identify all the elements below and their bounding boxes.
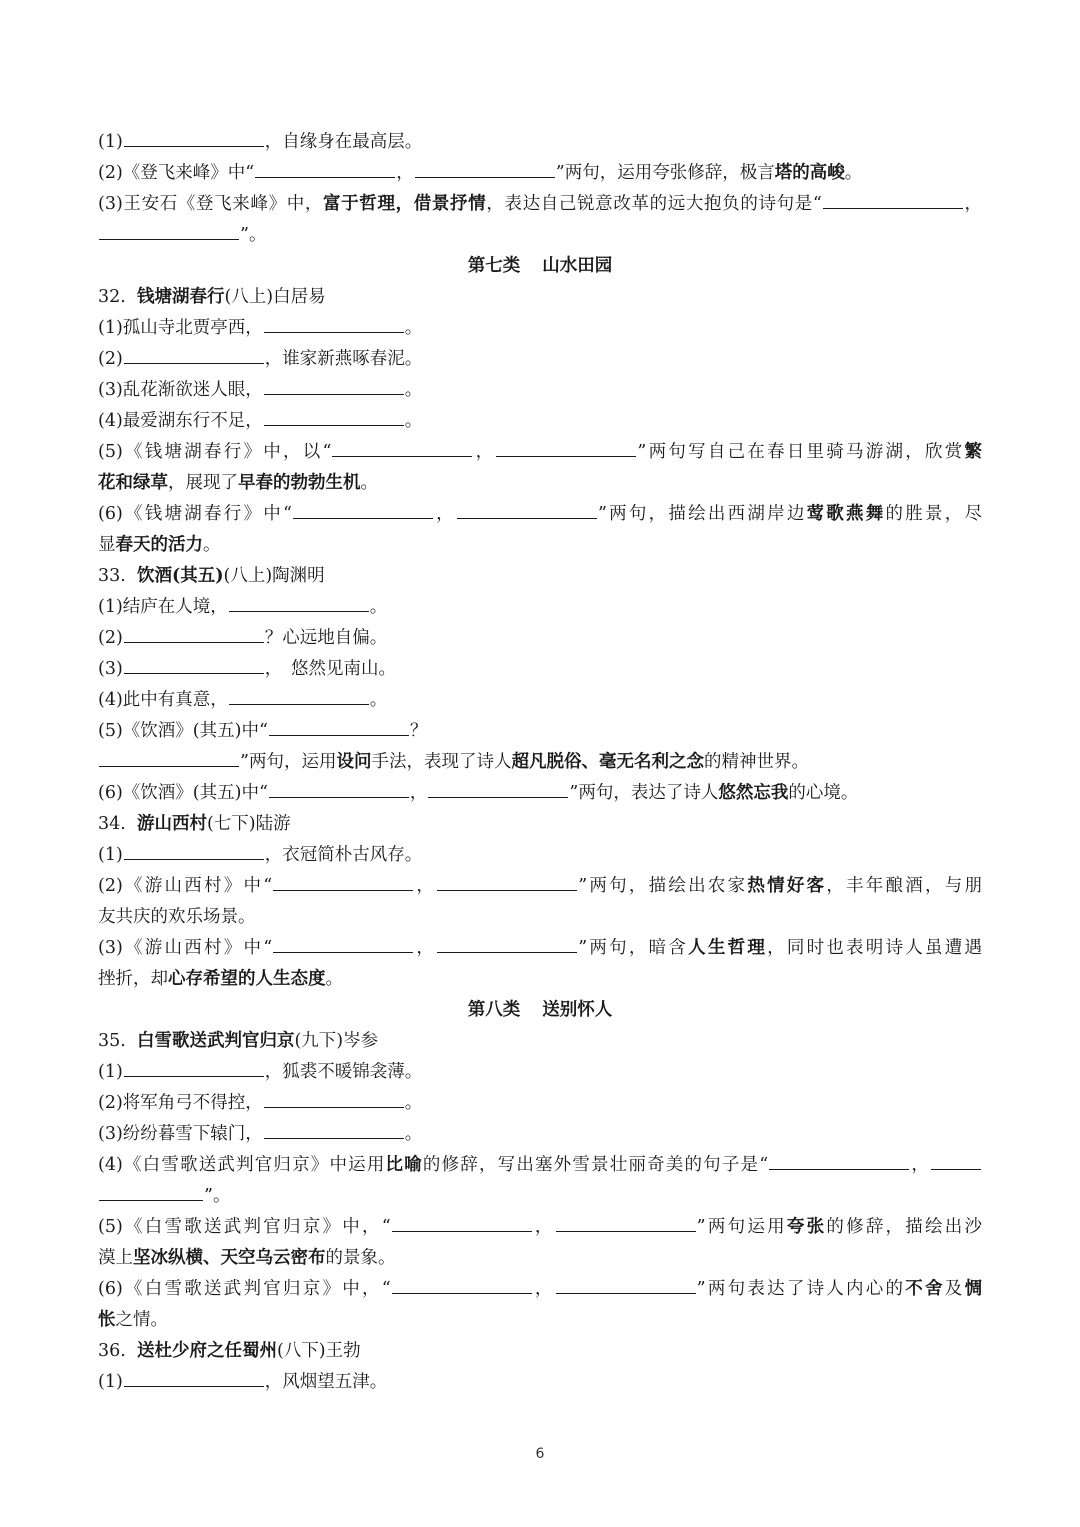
question-line [98, 933, 982, 964]
question-text: 。 [369, 690, 388, 710]
question-text: ”两句，运用夸张修辞，极言 [555, 163, 775, 183]
question-text: 。 [360, 473, 378, 493]
question-text: 的修辞，描绘出沙 [826, 1217, 982, 1237]
question-text: ， [396, 163, 414, 183]
section-heading-number: 第八类 [467, 1000, 521, 1020]
question-line [98, 1367, 982, 1398]
question-text: ， [473, 442, 496, 462]
page-number: 6 [535, 1446, 545, 1462]
question-text: (2)《游山西村》中“ [98, 876, 273, 896]
emphasis-text: 设问 [336, 752, 372, 772]
question-text: 的心境。 [788, 783, 859, 803]
question-line [98, 623, 982, 654]
question-line [98, 468, 982, 499]
question-text: 。 [369, 597, 388, 617]
section-heading [98, 995, 982, 1026]
poem-title [98, 282, 982, 313]
poem-title [98, 1026, 982, 1057]
question-text: ”。 [240, 225, 267, 245]
question-text: 。 [325, 969, 343, 989]
question-text: (1) [98, 1372, 123, 1392]
question-text: ，同时也表明诗人虽遭遇 [767, 938, 982, 958]
question-line [98, 654, 982, 685]
question-text: (4)最爱湖东行不足， [98, 411, 263, 431]
question-text: (1)结庐在人境， [98, 597, 228, 617]
answer-blank [124, 641, 264, 643]
question-line [98, 189, 982, 220]
question-line [98, 127, 982, 158]
answer-blank [437, 889, 577, 891]
question-line [98, 778, 982, 809]
question-text: 。 [844, 163, 863, 183]
question-text: (1) [98, 1062, 123, 1082]
emphasis-text: 夸张 [786, 1217, 827, 1237]
question-text: (1) [98, 845, 123, 865]
question-text: ，丰年酿酒，与朋 [826, 876, 982, 896]
emphasis-text: 人生哲理 [688, 938, 768, 958]
poem-number: 34. [98, 814, 137, 834]
question-text: 挫折，却 [98, 969, 168, 989]
emphasis-text: 坚冰纵横、天空乌云密布 [133, 1248, 326, 1268]
question-text: (5)《钱塘湖春行》中，以“ [98, 442, 332, 462]
question-text: 。 [203, 535, 221, 555]
question-line [98, 871, 982, 902]
question-line [98, 375, 982, 406]
question-text: ”两句，描绘出西湖岸边 [597, 504, 807, 524]
poem-number: 35. [98, 1031, 137, 1051]
question-line [98, 437, 982, 468]
question-line [98, 1243, 982, 1274]
answer-blank [428, 796, 568, 798]
question-text: ？ [409, 721, 428, 741]
emphasis-text: 悠然忘我 [718, 783, 789, 803]
question-text: ”两句，运用 [240, 752, 337, 772]
question-text: (5)《饮酒》(其五)中“ [98, 721, 268, 741]
emphasis-text: 塔的高峻 [774, 163, 845, 183]
question-text: (1) [98, 132, 123, 152]
answer-blank [269, 796, 409, 798]
section-heading-number: 第七类 [467, 256, 521, 276]
answer-blank [264, 393, 404, 395]
answer-blank [392, 1292, 532, 1294]
question-line [98, 902, 982, 933]
answer-blank [124, 1385, 264, 1387]
question-text: ， [532, 1279, 555, 1299]
question-text: ， [532, 1217, 555, 1237]
question-line [98, 344, 982, 375]
question-line [98, 499, 982, 530]
question-line [98, 1057, 982, 1088]
section-heading [98, 251, 982, 282]
question-text: ”两句写自己在春日里骑马游湖，欣赏 [637, 442, 965, 462]
poem-source: (八上)白居易 [224, 287, 326, 307]
question-line [98, 964, 982, 995]
answer-blank [269, 734, 409, 736]
question-text: (3) [98, 659, 123, 679]
question-text: 的胜景，尽 [885, 504, 982, 524]
question-text: (5)《白雪歌送武判官归京》中，“ [98, 1217, 391, 1237]
question-text: ，衣冠简朴古风存。 [264, 845, 423, 865]
question-text: ，表达自己锐意改革的远大抱负的诗句是“ [486, 194, 822, 214]
question-text: 。 [404, 1093, 423, 1113]
answer-blank [99, 238, 239, 240]
question-line [98, 158, 982, 189]
answer-blank [556, 1292, 696, 1294]
answer-blank [273, 951, 413, 953]
question-text: 手法，表现了诗人 [371, 752, 512, 772]
answer-blank [124, 672, 264, 674]
question-text: 漠上 [98, 1248, 133, 1268]
answer-blank [264, 424, 404, 426]
answer-blank [332, 455, 472, 457]
answer-blank [124, 858, 264, 860]
answer-blank [415, 176, 555, 178]
question-text: (2)《登飞来峰》中“ [98, 163, 255, 183]
question-line [98, 1181, 982, 1212]
emphasis-text: 怅 [98, 1310, 116, 1330]
question-text: (2) [98, 628, 123, 648]
question-text: 的修辞，写出塞外雪景壮丽奇美的句子是“ [422, 1155, 769, 1175]
answer-blank [293, 517, 433, 519]
emphasis-text: 热情好客 [747, 876, 827, 896]
question-text: ，风烟望五津。 [264, 1372, 388, 1392]
emphasis-text: 惆 [964, 1279, 982, 1299]
answer-blank [769, 1168, 909, 1170]
question-text: ”两句表达了诗人内心的 [696, 1279, 906, 1299]
emphasis-text: 超凡脱俗、毫无名利之念 [511, 752, 704, 772]
question-line [98, 840, 982, 871]
emphasis-text: 比喻 [385, 1155, 423, 1175]
answer-blank [229, 703, 369, 705]
answer-blank [255, 176, 395, 178]
question-line [98, 1274, 982, 1305]
question-text: (3)乱花渐欲迷人眼， [98, 380, 263, 400]
answer-blank [264, 331, 404, 333]
emphasis-text: 富于哲理，借景抒情 [323, 194, 487, 214]
question-line [98, 747, 982, 778]
question-text: ，狐裘不暖锦衾薄。 [264, 1062, 423, 1082]
question-text: (2)将军角弓不得控， [98, 1093, 263, 1113]
poem-number: 33. [98, 566, 137, 586]
question-line [98, 592, 982, 623]
question-line [98, 685, 982, 716]
emphasis-text: 早春的勃勃生机 [238, 473, 361, 493]
question-text: 显 [98, 535, 116, 555]
question-text: ， [414, 876, 437, 896]
question-line [98, 313, 982, 344]
question-text: 的景象。 [325, 1248, 396, 1268]
answer-blank [457, 517, 597, 519]
answer-blank [556, 1230, 696, 1232]
question-text: 。 [404, 318, 423, 338]
answer-blank [124, 145, 264, 147]
question-text: ，谁家新燕啄春泥。 [264, 349, 423, 369]
question-text: ， [433, 504, 456, 524]
answer-blank [392, 1230, 532, 1232]
question-text: ”两句，暗含 [578, 938, 689, 958]
question-text: 的精神世界。 [703, 752, 809, 772]
question-text: 。 [404, 1124, 423, 1144]
poem-number: 32. [98, 287, 137, 307]
poem-source: (八上)陶渊明 [223, 566, 325, 586]
question-text: (2) [98, 349, 123, 369]
question-line [98, 406, 982, 437]
question-text: (1)孤山寺北贾亭西， [98, 318, 263, 338]
poem-title [98, 561, 982, 592]
question-text: ，展现了 [168, 473, 238, 493]
poem-name: 白雪歌送武判官归京 [136, 1031, 295, 1051]
poem-title [98, 1336, 982, 1367]
question-line [98, 1212, 982, 1243]
question-text: 友共庆的欢乐场景。 [98, 907, 256, 927]
question-text: ”两句，描绘出农家 [578, 876, 748, 896]
poem-name: 送杜少府之任蜀州 [136, 1341, 277, 1361]
question-text: ， 悠然见南山。 [264, 659, 397, 679]
question-text: (3)纷纷暮雪下辕门， [98, 1124, 263, 1144]
poem-source: (八下)王勃 [276, 1341, 361, 1361]
question-text: 之情。 [115, 1310, 168, 1330]
question-text: ”两句，表达了诗人 [569, 783, 719, 803]
question-line [98, 220, 982, 251]
question-text: 及 [944, 1279, 965, 1299]
poem-name: 游山西村 [136, 814, 207, 834]
question-text: (6)《饮酒》(其五)中“ [98, 783, 268, 803]
section-heading-title: 山水田园 [542, 256, 613, 276]
question-text: 。 [404, 411, 423, 431]
emphasis-text: 不舍 [905, 1279, 945, 1299]
question-line [98, 716, 982, 747]
answer-blank [99, 1199, 203, 1201]
question-text: ，自缘身在最高层。 [264, 132, 423, 152]
question-line [98, 1119, 982, 1150]
question-text: ”两句运用 [696, 1217, 787, 1237]
poem-source: (九下)岑参 [294, 1031, 379, 1051]
poem-name: 饮酒(其五) [136, 566, 224, 586]
question-text: ， [409, 783, 428, 803]
question-line [98, 1150, 982, 1181]
question-text: ？心远地自偏。 [264, 628, 388, 648]
answer-blank [823, 207, 963, 209]
worksheet-content [98, 127, 982, 1398]
poem-title [98, 809, 982, 840]
question-text: (4)《白雪歌送武判官归京》中运用 [98, 1155, 386, 1175]
question-line [98, 1088, 982, 1119]
section-heading-title: 送别怀人 [542, 1000, 613, 1020]
poem-number: 36. [98, 1341, 137, 1361]
answer-blank [264, 1106, 404, 1108]
emphasis-text: 莺歌燕舞 [806, 504, 886, 524]
poem-source: (七下)陆游 [206, 814, 291, 834]
answer-blank [264, 1137, 404, 1139]
emphasis-text: 心存希望的人生态度 [168, 969, 326, 989]
question-text: ， [910, 1155, 931, 1175]
answer-blank [437, 951, 577, 953]
question-text: ”。 [204, 1186, 231, 1206]
question-text: (3)王安石《登飞来峰》中， [98, 194, 324, 214]
answer-blank [273, 889, 413, 891]
question-text: (4)此中有真意， [98, 690, 228, 710]
question-line [98, 1305, 982, 1336]
answer-blank [99, 765, 239, 767]
emphasis-text: 花和绿草 [98, 473, 168, 493]
question-line [98, 530, 982, 561]
question-text: 。 [404, 380, 423, 400]
question-text: (3)《游山西村》中“ [98, 938, 273, 958]
answer-blank [496, 455, 636, 457]
answer-blank [931, 1168, 981, 1170]
question-text: (6)《白雪歌送武判官归京》中，“ [98, 1279, 391, 1299]
question-text: ， [414, 938, 437, 958]
emphasis-text: 繁 [964, 442, 982, 462]
answer-blank [229, 610, 369, 612]
answer-blank [124, 362, 264, 364]
question-text: ， [963, 194, 982, 214]
poem-name: 钱塘湖春行 [136, 287, 225, 307]
emphasis-text: 春天的活力 [115, 535, 203, 555]
question-text: (6)《钱塘湖春行》中“ [98, 504, 292, 524]
answer-blank [124, 1075, 264, 1077]
